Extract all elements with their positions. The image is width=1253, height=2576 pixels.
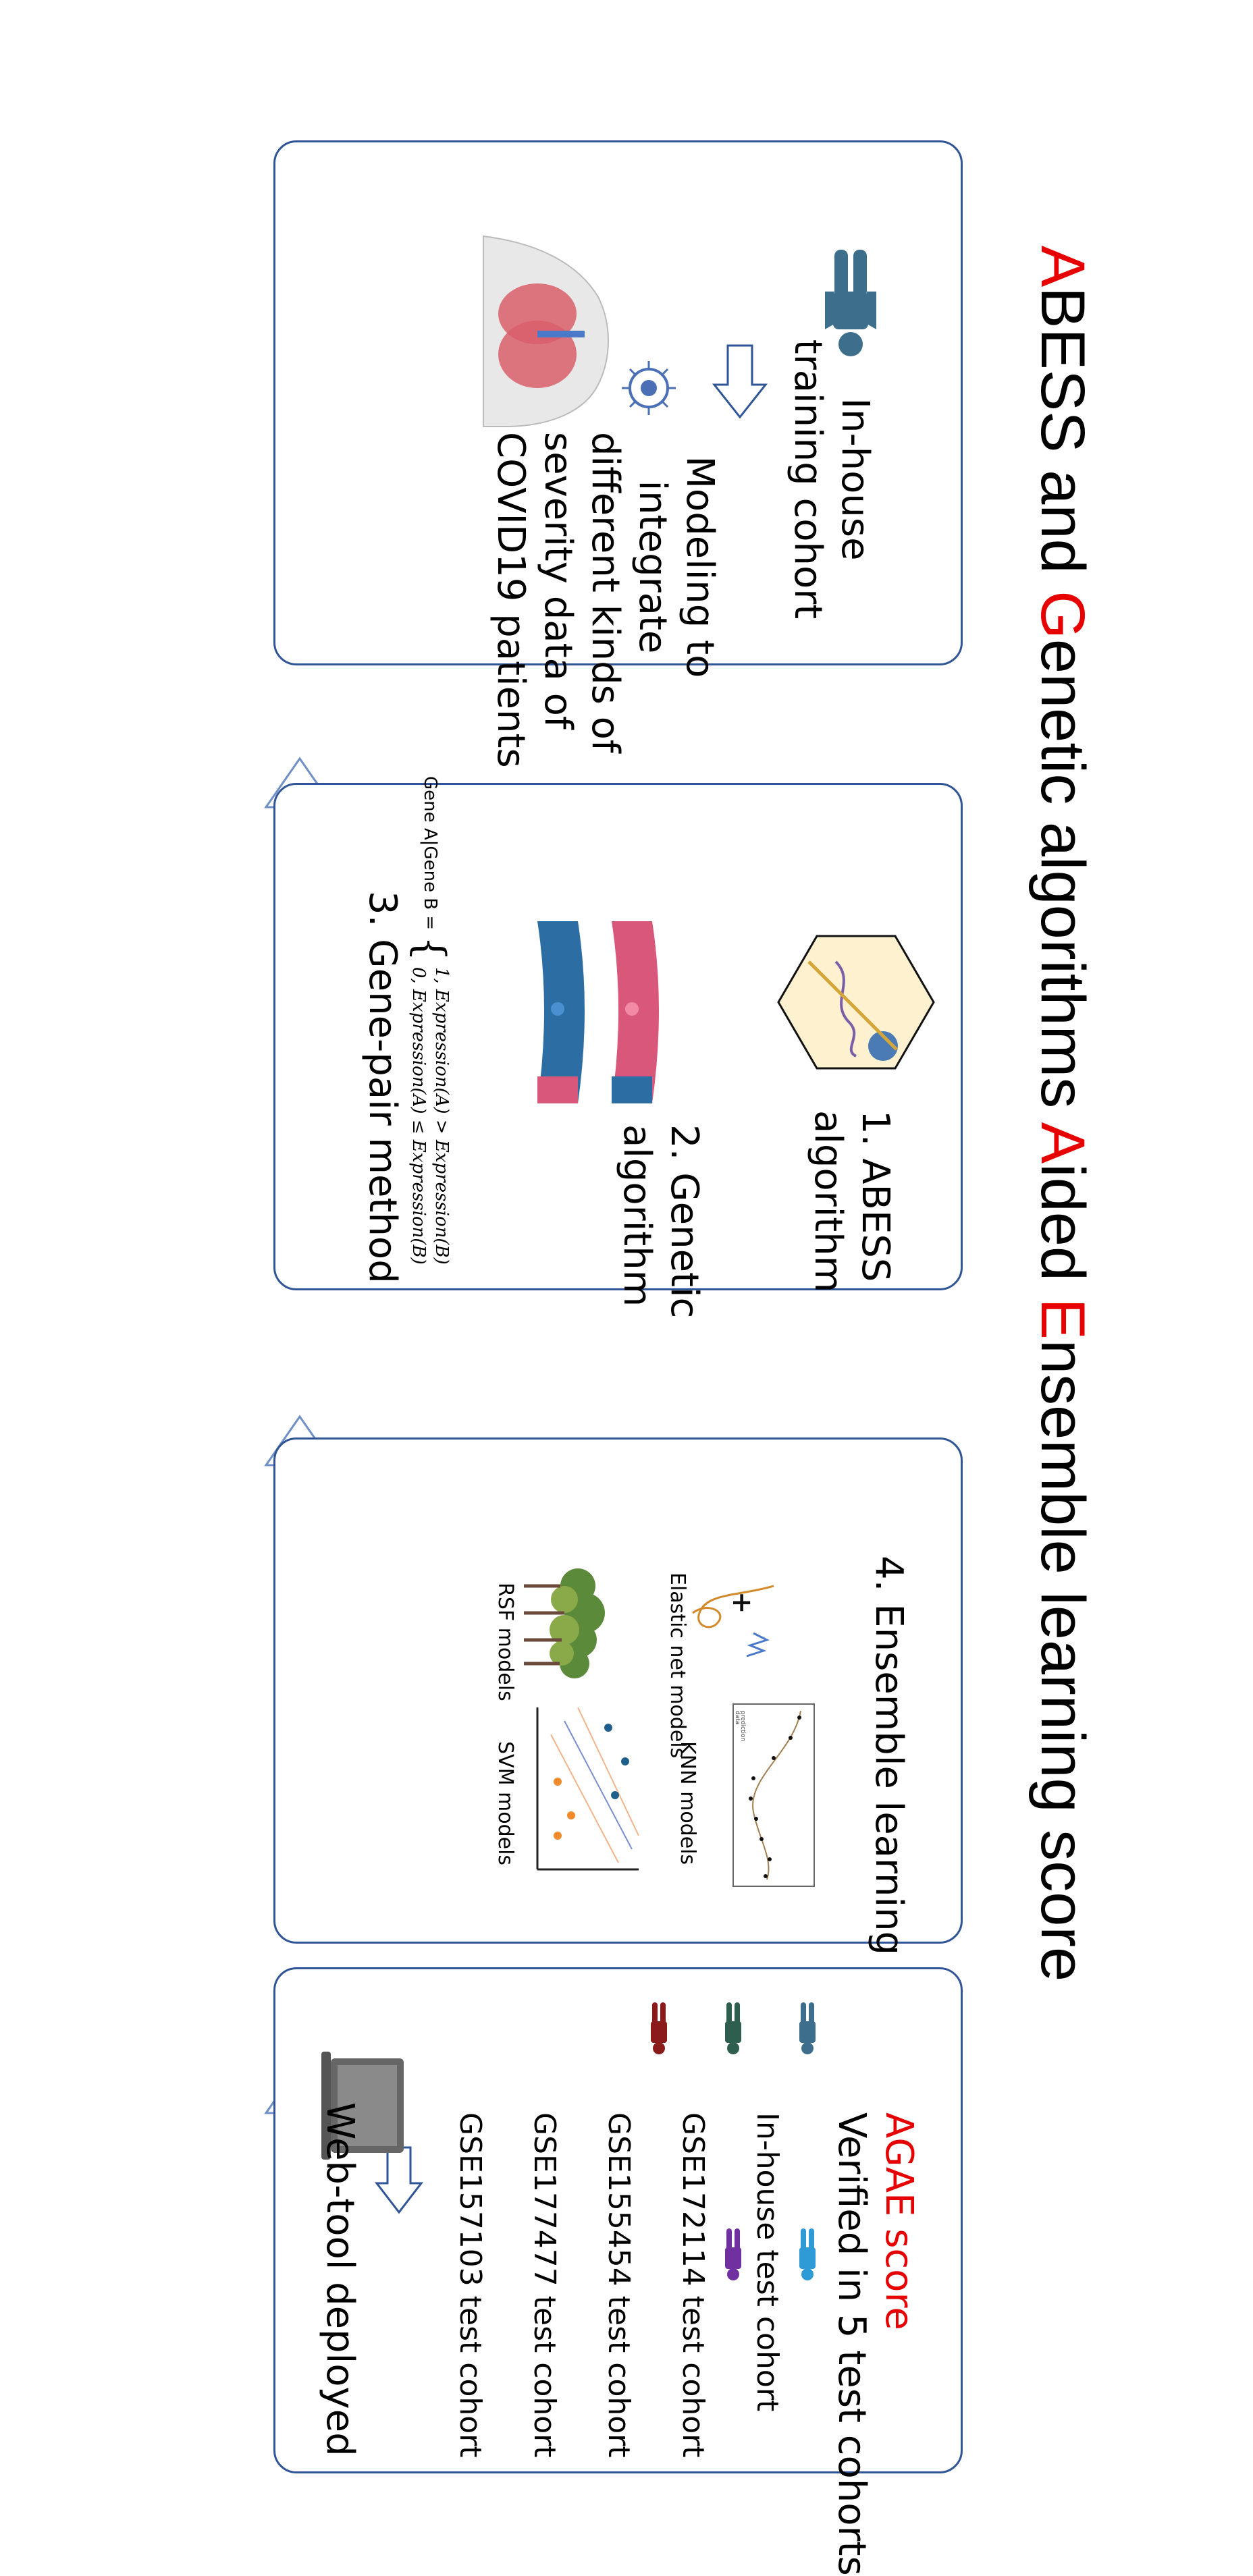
svg-text:data: data — [734, 1711, 741, 1725]
elastic-net-icon — [686, 1572, 780, 1660]
title-part: E — [1028, 1298, 1097, 1340]
person-icon-dark-red — [639, 2001, 679, 2055]
cohort-item: In-house test cohort — [750, 2112, 784, 2412]
verified-cohorts-label: Verified in 5 test cohorts — [830, 2112, 874, 2576]
title-part: A — [1028, 1122, 1097, 1164]
cohort-item: GSE177477 test cohort — [527, 2112, 562, 2458]
abess-algorithm-label: 1. ABESS algorithm — [806, 1110, 897, 1293]
lungs-virus-icon — [470, 216, 686, 439]
hexagon-abess-icon — [775, 921, 937, 1083]
svm-label: SVM models — [494, 1741, 517, 1866]
elastic-net-label: Elastic net models — [666, 1572, 689, 1759]
knn-chart-icon — [713, 1697, 821, 1893]
svg-text:prediction: prediction — [739, 1711, 746, 1742]
cohort-item: GSE155454 test cohort — [602, 2112, 636, 2458]
cohort-item: GSE172114 test cohort — [676, 2112, 710, 2458]
modeling-description: Modeling to integrate different kinds of severity data of COVID19 patients — [489, 432, 722, 768]
chromosome-icon — [504, 908, 679, 1117]
gene-pair-title: 3. Gene-pair method — [361, 891, 404, 1284]
arrow-right-icon — [713, 344, 767, 418]
title-part: G — [1028, 591, 1097, 639]
ensemble-learning-title: 4. Ensemble learning — [867, 1556, 911, 1956]
webtool-label: Web-tool deployed — [318, 2102, 362, 2457]
training-cohort-label: In-house training cohort — [786, 339, 877, 620]
title-part: BESS and — [1028, 287, 1097, 591]
cohort-item: GSE157103 test cohort — [453, 2112, 487, 2458]
person-icon-teal — [787, 2001, 828, 2055]
svm-chart-icon — [531, 1701, 645, 1876]
genetic-algorithm-label: 2. Genetic algorithm — [615, 1124, 706, 1319]
cohort-list — [433, 2112, 804, 2458]
gene-pair-formula: Gene A|Gene B = { 1, Expression(A) > Expression(B) 0, Expression(A) ≤ Expression(B) — [406, 776, 454, 1265]
agae-score-label: AGAE score — [877, 2112, 921, 2330]
knn-label: KNN models — [676, 1741, 699, 1865]
title-part: enetic algorithms — [1028, 638, 1097, 1122]
rsf-label: RSF models — [494, 1583, 517, 1701]
rsf-trees-icon — [517, 1566, 612, 1680]
person-icon-green — [713, 2001, 753, 2055]
title-part: nsemble learning score — [1028, 1340, 1097, 1982]
title-part: A — [1028, 245, 1097, 287]
title-part: ided — [1028, 1163, 1097, 1298]
page-title — [1027, 0, 1098, 2227]
svg-text:+: + — [726, 1591, 757, 1614]
